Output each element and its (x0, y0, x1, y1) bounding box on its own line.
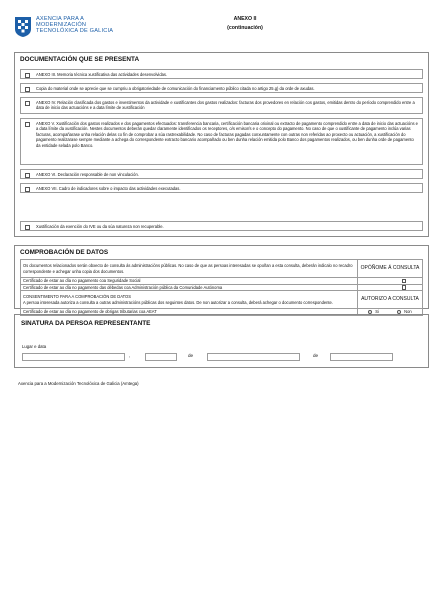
doc-item-annex-v (20, 118, 423, 165)
agency-name (36, 16, 113, 35)
annex-heading (200, 15, 290, 32)
consent-header-row (21, 291, 423, 309)
comma-separator: , (129, 353, 131, 358)
authorize-header: AUTORIZO A CONSULTA (358, 291, 423, 309)
annex-subtitle: (continuación) (227, 24, 263, 31)
documentation-section (14, 52, 429, 237)
agency-logo (14, 16, 113, 38)
doc-item-label: Copia do material onde se aprecie que se cumpriu a obrigatoriedade de comunicación do financiamento público citada no artigo 25.g) da orde de axudas. (36, 85, 315, 91)
doc-checkbox[interactable] (25, 225, 30, 230)
day-input[interactable] (145, 353, 177, 361)
oppose-row (21, 284, 423, 291)
footer-agency: Axencia para a Modernización Tecnolóxica de Galicia (Amtega) (18, 381, 139, 386)
data-verification-section (14, 245, 429, 315)
oppose-checkbox[interactable] (402, 279, 406, 283)
doc-item-label: ANEXO VI. Declaración responsable de non vinculación. (36, 171, 139, 177)
oppose-header: OPÓÑOME Á CONSULTA (358, 260, 423, 278)
doc-checkbox[interactable] (25, 122, 30, 127)
doc-item-annex-iii (20, 69, 423, 79)
doc-item-annex-vi (20, 169, 423, 179)
month-input[interactable] (207, 353, 300, 361)
annex-title: ANEXO II (233, 16, 257, 22)
place-input[interactable] (22, 353, 125, 361)
oppose-checkbox[interactable] (402, 285, 406, 289)
consent-item-label: Certificado de estar ao día no pagamento de obrigas tributarias coa AEAT (21, 309, 358, 316)
radio-yes-label: Si (375, 309, 379, 314)
documentation-title: DOCUMENTACIÓN QUE SE PRESENTA (20, 56, 140, 63)
data-verification-title: COMPROBACIÓN DE DATOS (20, 249, 109, 256)
consent-block (21, 291, 358, 309)
consent-title: CONSENTIMENTO PARA A COMPROBACIÓN DE DATOS (23, 294, 131, 299)
agency-name-line: MODERNIZACIÓN (36, 22, 87, 29)
consent-intro: A persoa interesada autoriza a consulta a outras administracións públicas dos seguintes datos. De non autorizar a consulta, deberá achegar o documento correspondente. (23, 299, 333, 305)
data-verification-table (20, 259, 423, 316)
doc-checkbox[interactable] (25, 101, 30, 106)
doc-item-label: Xustificación da exención do IVE ou da súa natureza non recuperable. (36, 223, 164, 229)
doc-item-vat-exemption (20, 221, 423, 231)
year-input[interactable] (330, 353, 393, 361)
agency-name-line: AXENCIA PARA A (36, 16, 85, 22)
radio-no-label: Non (404, 309, 412, 314)
de-separator: de (313, 353, 319, 358)
galicia-emblem-icon (14, 16, 32, 38)
de-separator: de (188, 353, 194, 358)
oppose-item-label: Certificado de estar ao día no pagamento coa Seguridade Social (21, 278, 358, 285)
doc-item-annex-iv (20, 97, 423, 114)
signature-title: SINATURA DA PERSOA REPRESENTANTE (21, 320, 151, 327)
oppose-intro: Os documentos relacionados serán obxecto de consulta ás administracións públicas. No caso de que as persoas interesadas se opoñan a esta consulta, deberán indicalo no recadro correspondente e achegar unha copia dos documentos. (21, 260, 358, 278)
doc-checkbox[interactable] (25, 173, 30, 178)
doc-checkbox[interactable] (25, 73, 30, 78)
doc-checkbox[interactable] (25, 187, 30, 192)
doc-item-label: ANEXO V. Xustificación dos gastos realizados e dos pagamentos efectuados: transferencia bancaria, certificación bancaria orixinal ou extracto de pagamento comprendido entre a data de inicio das actuacións e a data límite da xustificación. Nestes documentos deberán quedar claramente identificados os receptores, o/s emisor/s e o concepto do pagamento. No caso de que o xustificante de pagamento inclúa varias facturas, acompañarase unha relación delas co fin de comprobar a súa rastrexabilidade. No caso de facturas pagadas conxuntamente con outras non referidas ao proxecto ou actuación, a xustificación do pagamento realizarase sempre mediante a achega do correspondente extracto bancario acompañado ou ben dunha relación emitida polo Banco dos pagamentos realizados, ou ben dunha orde de pagamento da entidade selada polo Banco. (36, 120, 418, 148)
oppose-header-row (21, 260, 423, 278)
doc-checkbox[interactable] (25, 87, 30, 92)
doc-item-annex-vii (20, 183, 423, 193)
place-date-label: Lugar e data (22, 344, 47, 349)
oppose-item-label: Certificado de estar ao día no pagamento das débedas coa Administración pública da Comunidade Autónoma (21, 284, 358, 291)
doc-item-label: ANEXO VII. Cadro de indicadores sobre o impacto das actividades executadas. (36, 185, 181, 191)
doc-item-material-copy (20, 83, 423, 93)
doc-item-label: ANEXO III. Memoria técnica xustificativa das actividades desenvolvidas. (36, 71, 168, 77)
doc-item-label: ANEXO IV. Relación clasificada dos gastos e investimentos da actividade e xustificantes dos gastos realizados: facturas dos provedores en relación cos gastos, emitidas dentro do período comprendido entre a data de inicio das actuacións e a data límite de xustificación (36, 99, 415, 111)
signature-section (14, 314, 429, 368)
agency-name-line: TECNOLÓXICA DE GALICIA (36, 28, 114, 35)
